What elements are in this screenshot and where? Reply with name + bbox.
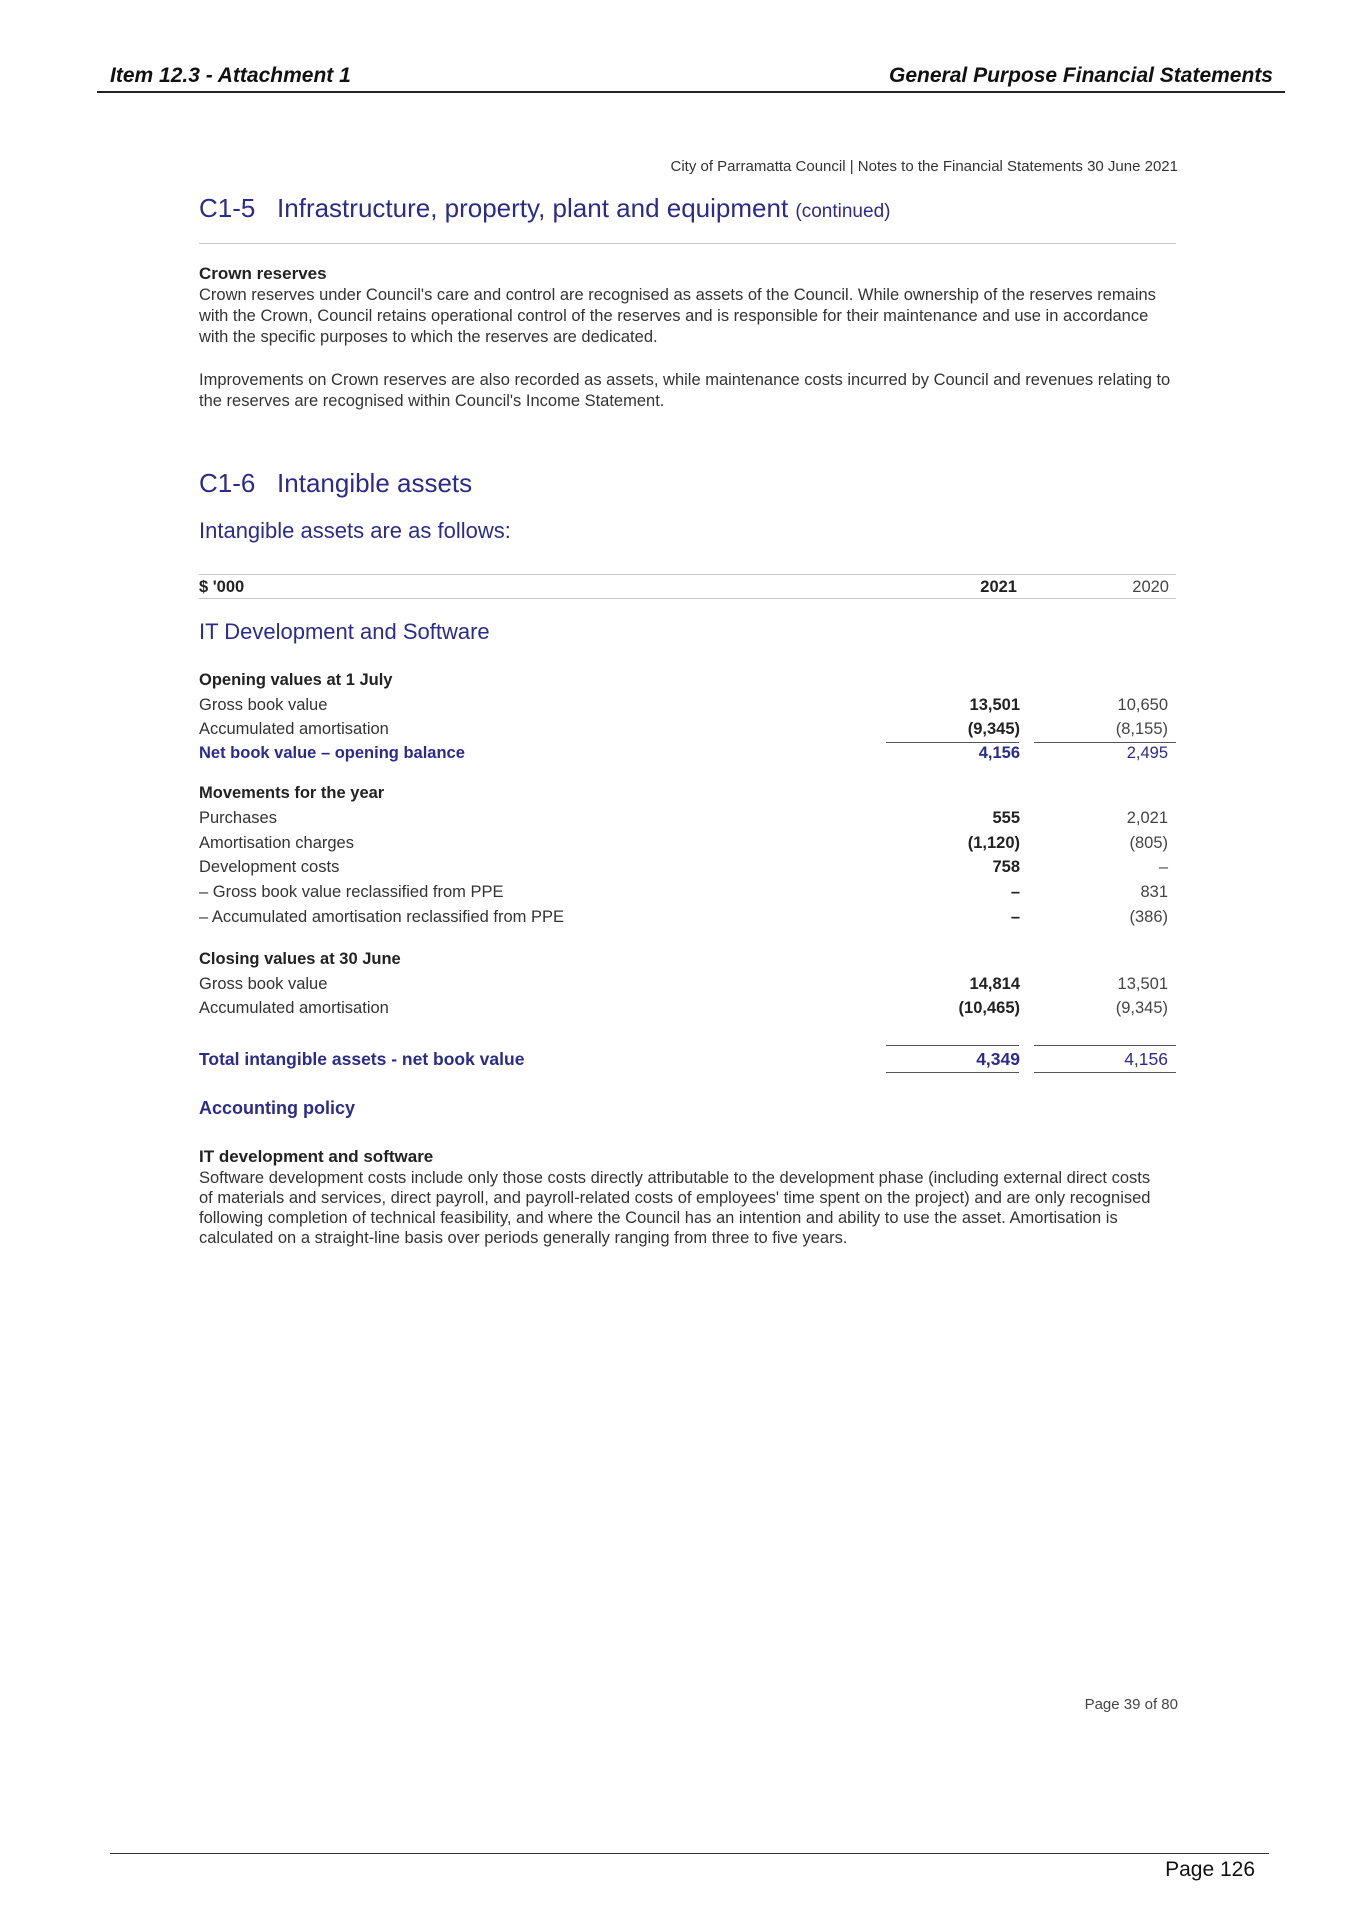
section-continued: (continued)	[795, 201, 891, 222]
closing-values-heading	[199, 950, 1176, 970]
column-header-2021: 2021	[980, 578, 1017, 596]
table-row	[199, 975, 1176, 995]
value-2020: (8,155)	[1115, 720, 1168, 738]
row-label: Net book value – opening balance	[199, 744, 465, 762]
policy-subheading: IT development and software	[199, 1147, 434, 1166]
section-divider	[199, 243, 1176, 244]
value-2020: 10,650	[1117, 696, 1168, 714]
value-2021: (1,120)	[967, 834, 1020, 852]
value-2021: 4,156	[978, 744, 1020, 762]
value-2021: –	[1010, 883, 1020, 901]
table-row	[199, 999, 1176, 1019]
value-2021: 14,814	[969, 975, 1020, 993]
value-2020: (9,345)	[1115, 999, 1168, 1017]
row-label: Gross book value	[199, 696, 328, 714]
row-label: Accumulated amortisation	[199, 999, 389, 1017]
value-2020: 13,501	[1117, 975, 1168, 993]
section-title: Intangible assets	[277, 468, 473, 498]
table-row	[199, 834, 1176, 854]
footer-divider	[110, 1853, 1269, 1854]
opening-values-heading	[199, 671, 1176, 691]
total-bottom-rule	[1034, 1072, 1176, 1073]
value-2020: –	[1158, 858, 1168, 876]
table-row	[199, 883, 1176, 903]
row-label: – Accumulated amortisation reclassified from PPE	[199, 908, 564, 926]
table-row	[199, 809, 1176, 829]
value-2020: 2,021	[1126, 809, 1168, 827]
crown-reserves-paragraph-1: Crown reserves under Council's care and control are recognised as assets of the Council. While ownership of the reserves remains with the Crown, Council retains operational control of the reserves and is responsible for their maintenance and use in accordance with the specific purposes to which the reserves are dedicated.	[199, 286, 1156, 346]
inner-page-number: Page 39 of 80	[1084, 1696, 1178, 1713]
value-2020: (805)	[1129, 834, 1168, 852]
value-2020: 831	[1140, 883, 1168, 901]
header-divider	[97, 91, 1285, 93]
row-label: – Gross book value reclassified from PPE	[199, 883, 504, 901]
table-unit-header: $ '000	[199, 578, 245, 596]
table-header-rule	[199, 598, 1176, 599]
table-category-heading: IT Development and Software	[199, 619, 490, 644]
total-net-book-value-row	[199, 1049, 1176, 1069]
section-number: C1-5	[199, 193, 256, 223]
row-label: Purchases	[199, 809, 277, 827]
row-label: Development costs	[199, 858, 340, 876]
table-row	[199, 696, 1176, 716]
total-bottom-rule	[886, 1072, 1019, 1073]
row-label: Gross book value	[199, 975, 328, 993]
table-row	[199, 720, 1176, 740]
policy-paragraph: Software development costs include only those costs directly attributable to the development phase (including external direct costs of materials and services, direct payroll, and payroll-related costs of employees' time spent on the project) and are only recognised following completion of technical feasibility, and where the Council has an intention and ability to use the asset. Amortisation is calculated on a straight-line basis over periods generally ranging from three to five years.	[199, 1169, 1151, 1247]
column-header-2020: 2020	[1132, 578, 1169, 596]
section-number: C1-6	[199, 468, 256, 498]
subtotal-rule	[1034, 742, 1176, 743]
section-c1-6-heading	[199, 468, 472, 499]
crown-reserves-paragraph-2: Improvements on Crown reserves are also recorded as assets, while maintenance costs incurred by Council and revenues relating to the reserves are recognised within Council's Income Statement.	[199, 371, 1171, 410]
value-2021: –	[1010, 908, 1020, 926]
table-row	[199, 858, 1176, 878]
value-2021: (9,345)	[967, 720, 1020, 738]
value-2021: 555	[992, 809, 1020, 827]
table-top-rule	[199, 574, 1176, 575]
value-2020: 2,495	[1126, 744, 1168, 762]
intangible-intro: Intangible assets are as follows:	[199, 518, 511, 543]
value-2021: 13,501	[969, 696, 1020, 714]
crown-reserves-heading: Crown reserves	[199, 264, 327, 283]
movements-heading	[199, 784, 1176, 804]
table-row	[199, 908, 1176, 928]
section-c1-5-heading	[199, 193, 890, 224]
row-label: Movements for the year	[199, 784, 385, 802]
value-2021: 758	[992, 858, 1020, 876]
value-2020: (386)	[1129, 908, 1168, 926]
total-top-rule	[886, 1045, 1019, 1046]
attachment-label: Item 12.3 - Attachment 1	[110, 64, 351, 87]
row-label: Closing values at 30 June	[199, 950, 401, 968]
notes-subheader: City of Parramatta Council | Notes to the Financial Statements 30 June 2021	[670, 158, 1178, 175]
subtotal-rule	[886, 742, 1019, 743]
row-label: Total intangible assets - net book value	[199, 1049, 525, 1069]
document-title: General Purpose Financial Statements	[889, 64, 1273, 87]
page-number: Page 126	[1165, 1858, 1255, 1881]
value-2021: (10,465)	[958, 999, 1020, 1017]
row-label: Accumulated amortisation	[199, 720, 389, 738]
row-label: Amortisation charges	[199, 834, 354, 852]
net-book-value-opening-row	[199, 744, 1176, 764]
accounting-policy-heading: Accounting policy	[199, 1098, 356, 1118]
total-top-rule	[1034, 1045, 1176, 1046]
value-2020: 4,156	[1124, 1049, 1168, 1069]
section-title: Infrastructure, property, plant and equipment	[277, 193, 789, 223]
row-label: Opening values at 1 July	[199, 671, 393, 689]
value-2021: 4,349	[976, 1049, 1020, 1069]
